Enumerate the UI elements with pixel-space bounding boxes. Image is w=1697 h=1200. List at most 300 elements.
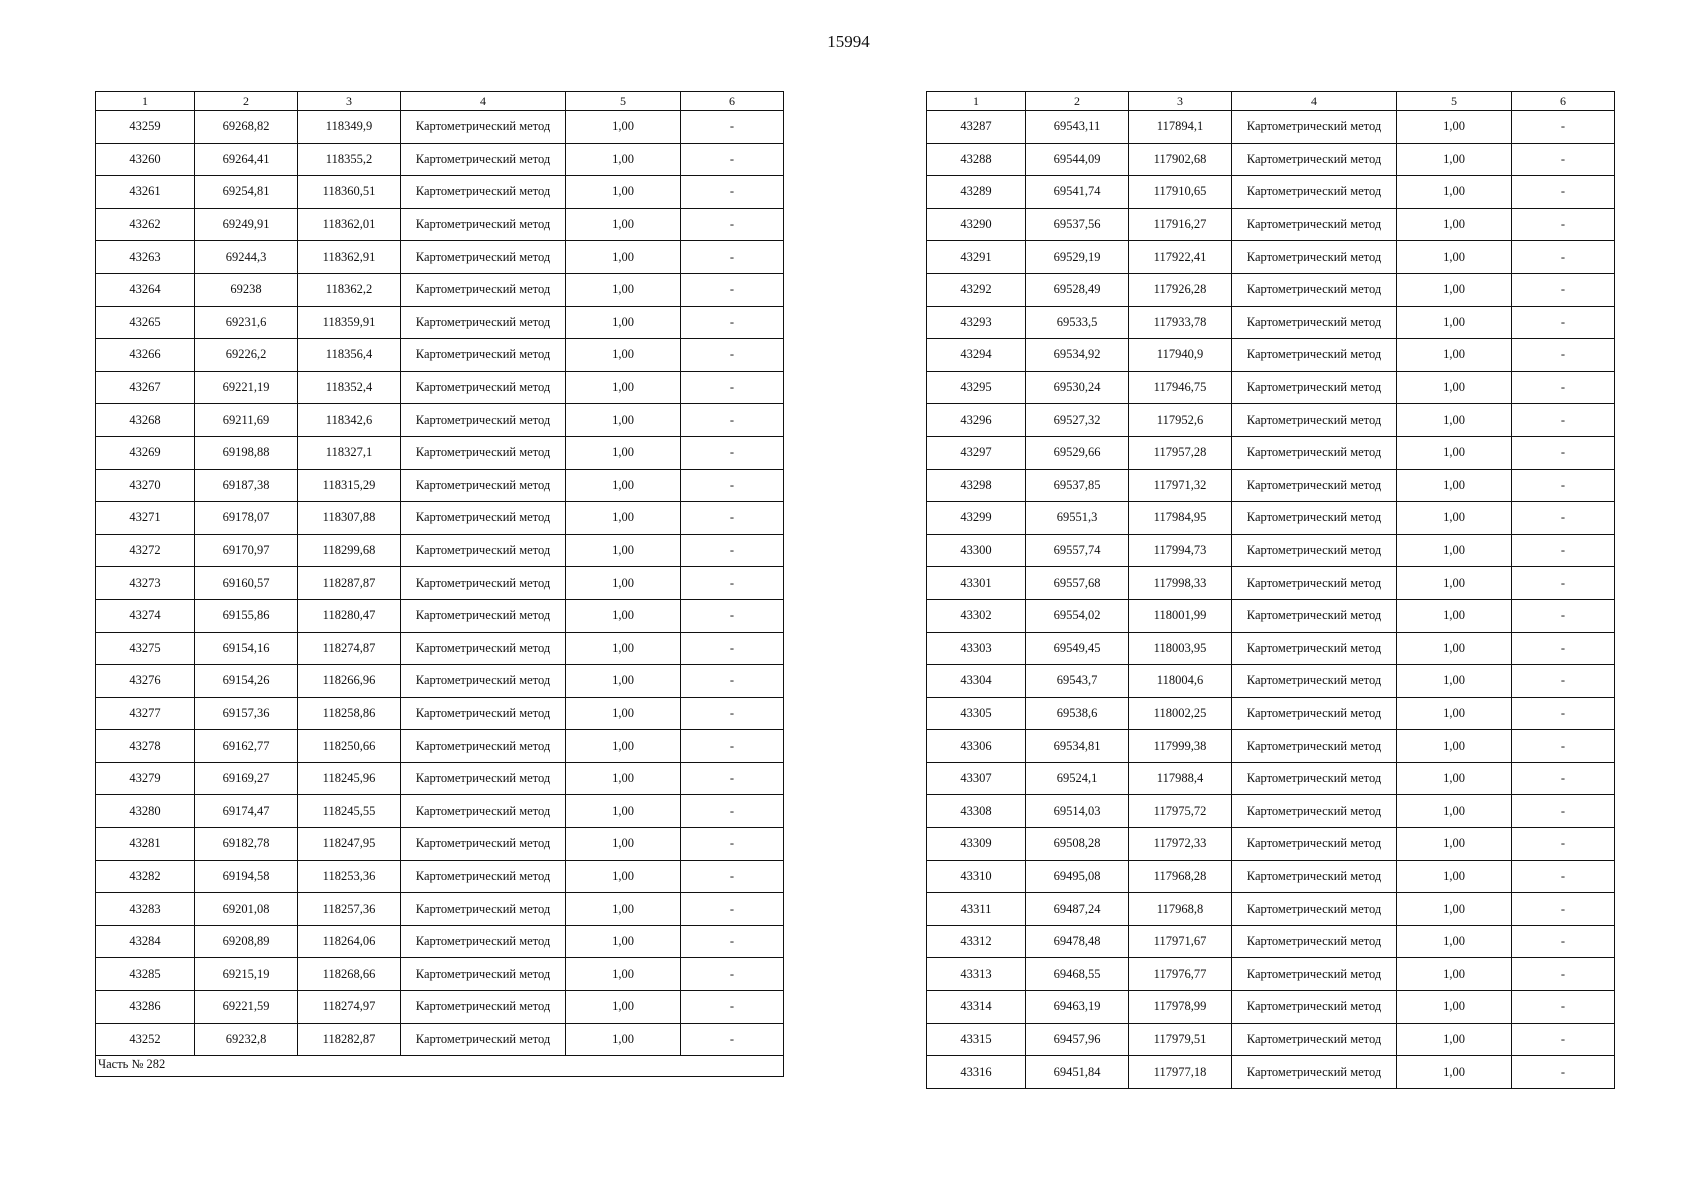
table-row (927, 241, 1615, 274)
point-number-cell: 43259 (96, 111, 195, 144)
description-cell: - (1512, 665, 1615, 698)
point-number-cell: 43308 (927, 795, 1026, 828)
method-cell: Картометрический метод (401, 111, 566, 144)
description-cell: - (681, 404, 784, 437)
accuracy-cell: 1,00 (566, 176, 681, 209)
accuracy-cell: 1,00 (566, 371, 681, 404)
method-cell: Картометрический метод (1232, 795, 1397, 828)
table-row (927, 893, 1615, 926)
method-cell: Картометрический метод (401, 143, 566, 176)
method-cell: Картометрический метод (401, 828, 566, 861)
description-cell: - (1512, 1023, 1615, 1056)
y-coordinate-cell: 117894,1 (1129, 111, 1232, 144)
point-number-cell: 43288 (927, 143, 1026, 176)
y-coordinate-cell: 117988,4 (1129, 762, 1232, 795)
accuracy-cell: 1,00 (1397, 697, 1512, 730)
x-coordinate-cell: 69537,85 (1026, 469, 1129, 502)
description-cell: - (1512, 632, 1615, 665)
point-number-cell: 43262 (96, 208, 195, 241)
method-cell: Картометрический метод (401, 436, 566, 469)
table-row (927, 632, 1615, 665)
description-cell: - (681, 925, 784, 958)
table-row (927, 404, 1615, 437)
table-row (927, 208, 1615, 241)
table-row (927, 469, 1615, 502)
description-cell: - (681, 599, 784, 632)
part-number-note: Часть № 282 (96, 1056, 784, 1077)
point-number-cell: 43272 (96, 534, 195, 567)
accuracy-cell: 1,00 (566, 828, 681, 861)
point-number-cell: 43265 (96, 306, 195, 339)
x-coordinate-cell: 69194,58 (195, 860, 298, 893)
y-coordinate-cell: 118362,01 (298, 208, 401, 241)
description-cell: - (681, 143, 784, 176)
method-cell: Картометрический метод (401, 534, 566, 567)
accuracy-cell: 1,00 (566, 404, 681, 437)
y-coordinate-cell: 118355,2 (298, 143, 401, 176)
method-cell: Картометрический метод (1232, 1056, 1397, 1089)
x-coordinate-cell: 69155,86 (195, 599, 298, 632)
description-cell: - (681, 991, 784, 1024)
method-cell: Картометрический метод (401, 306, 566, 339)
method-cell: Картометрический метод (1232, 371, 1397, 404)
point-number-cell: 43268 (96, 404, 195, 437)
x-coordinate-cell: 69178,07 (195, 502, 298, 535)
point-number-cell: 43302 (927, 599, 1026, 632)
x-coordinate-cell: 69528,49 (1026, 273, 1129, 306)
table-row (927, 339, 1615, 372)
point-number-cell: 43285 (96, 958, 195, 991)
description-cell: - (681, 111, 784, 144)
method-cell: Картометрический метод (1232, 208, 1397, 241)
y-coordinate-cell: 118247,95 (298, 828, 401, 861)
table-row (96, 958, 784, 991)
x-coordinate-cell: 69198,88 (195, 436, 298, 469)
point-number-cell: 43293 (927, 306, 1026, 339)
x-coordinate-cell: 69244,3 (195, 241, 298, 274)
method-cell: Картометрический метод (401, 339, 566, 372)
y-coordinate-cell: 117999,38 (1129, 730, 1232, 763)
accuracy-cell: 1,00 (566, 665, 681, 698)
table-row (927, 762, 1615, 795)
table-row (96, 241, 784, 274)
description-cell: - (1512, 208, 1615, 241)
y-coordinate-cell: 117975,72 (1129, 795, 1232, 828)
method-cell: Картометрический метод (401, 991, 566, 1024)
y-coordinate-cell: 118003,95 (1129, 632, 1232, 665)
x-coordinate-cell: 69478,48 (1026, 925, 1129, 958)
accuracy-cell: 1,00 (1397, 436, 1512, 469)
y-coordinate-cell: 117998,33 (1129, 567, 1232, 600)
x-coordinate-cell: 69529,66 (1026, 436, 1129, 469)
x-coordinate-cell: 69157,36 (195, 697, 298, 730)
point-number-cell: 43264 (96, 273, 195, 306)
y-coordinate-cell: 118362,91 (298, 241, 401, 274)
table-row (96, 176, 784, 209)
table-row (927, 502, 1615, 535)
accuracy-cell: 1,00 (566, 730, 681, 763)
description-cell: - (1512, 860, 1615, 893)
method-cell: Картометрический метод (1232, 339, 1397, 372)
y-coordinate-cell: 117977,18 (1129, 1056, 1232, 1089)
x-coordinate-cell: 69527,32 (1026, 404, 1129, 437)
point-number-cell: 43315 (927, 1023, 1026, 1056)
y-coordinate-cell: 118360,51 (298, 176, 401, 209)
method-cell: Картометрический метод (401, 1023, 566, 1056)
accuracy-cell: 1,00 (1397, 176, 1512, 209)
point-number-cell: 43284 (96, 925, 195, 958)
x-coordinate-cell: 69457,96 (1026, 1023, 1129, 1056)
accuracy-cell: 1,00 (566, 958, 681, 991)
table-row (927, 665, 1615, 698)
x-coordinate-cell: 69162,77 (195, 730, 298, 763)
y-coordinate-cell: 117994,73 (1129, 534, 1232, 567)
accuracy-cell: 1,00 (566, 795, 681, 828)
x-coordinate-cell: 69221,19 (195, 371, 298, 404)
point-number-cell: 43275 (96, 632, 195, 665)
accuracy-cell: 1,00 (1397, 111, 1512, 144)
table-row (96, 404, 784, 437)
accuracy-cell: 1,00 (566, 1023, 681, 1056)
accuracy-cell: 1,00 (566, 860, 681, 893)
accuracy-cell: 1,00 (1397, 404, 1512, 437)
table-header (96, 92, 784, 111)
page-number: 15994 (827, 32, 870, 51)
x-coordinate-cell: 69530,24 (1026, 371, 1129, 404)
description-cell: - (681, 795, 784, 828)
table-row (96, 502, 784, 535)
point-number-cell: 43281 (96, 828, 195, 861)
header-cell-4: 4 (401, 92, 566, 111)
header-cell-3: 3 (1129, 92, 1232, 111)
x-coordinate-cell: 69537,56 (1026, 208, 1129, 241)
y-coordinate-cell: 118349,9 (298, 111, 401, 144)
y-coordinate-cell: 118257,36 (298, 893, 401, 926)
y-coordinate-cell: 118299,68 (298, 534, 401, 567)
table-row (927, 828, 1615, 861)
point-number-cell: 43303 (927, 632, 1026, 665)
method-cell: Картометрический метод (401, 697, 566, 730)
table-row (927, 111, 1615, 144)
table-row (96, 925, 784, 958)
y-coordinate-cell: 118356,4 (298, 339, 401, 372)
y-coordinate-cell: 117972,33 (1129, 828, 1232, 861)
footer-row (96, 1056, 784, 1077)
header-cell-2: 2 (195, 92, 298, 111)
accuracy-cell: 1,00 (1397, 469, 1512, 502)
table-row (927, 860, 1615, 893)
table-row (96, 828, 784, 861)
y-coordinate-cell: 117968,28 (1129, 860, 1232, 893)
table-row (96, 665, 784, 698)
point-number-cell: 43295 (927, 371, 1026, 404)
accuracy-cell: 1,00 (1397, 273, 1512, 306)
method-cell: Картометрический метод (401, 208, 566, 241)
y-coordinate-cell: 117916,27 (1129, 208, 1232, 241)
table-row (96, 599, 784, 632)
accuracy-cell: 1,00 (1397, 632, 1512, 665)
method-cell: Картометрический метод (401, 665, 566, 698)
accuracy-cell: 1,00 (1397, 143, 1512, 176)
y-coordinate-cell: 118001,99 (1129, 599, 1232, 632)
method-cell: Картометрический метод (401, 958, 566, 991)
x-coordinate-cell: 69495,08 (1026, 860, 1129, 893)
accuracy-cell: 1,00 (1397, 371, 1512, 404)
point-number-cell: 43277 (96, 697, 195, 730)
method-cell: Картометрический метод (1232, 1023, 1397, 1056)
description-cell: - (1512, 371, 1615, 404)
accuracy-cell: 1,00 (1397, 567, 1512, 600)
x-coordinate-cell: 69232,8 (195, 1023, 298, 1056)
point-number-cell: 43314 (927, 991, 1026, 1024)
point-number-cell: 43287 (927, 111, 1026, 144)
method-cell: Картометрический метод (401, 893, 566, 926)
y-coordinate-cell: 117978,99 (1129, 991, 1232, 1024)
table-header (927, 92, 1615, 111)
accuracy-cell: 1,00 (566, 697, 681, 730)
point-number-cell: 43274 (96, 599, 195, 632)
table-row (96, 469, 784, 502)
description-cell: - (681, 860, 784, 893)
accuracy-cell: 1,00 (566, 599, 681, 632)
x-coordinate-cell: 69514,03 (1026, 795, 1129, 828)
accuracy-cell: 1,00 (1397, 762, 1512, 795)
description-cell: - (681, 730, 784, 763)
table-row (96, 534, 784, 567)
point-number-cell: 43271 (96, 502, 195, 535)
table-row (96, 306, 784, 339)
x-coordinate-cell: 69543,7 (1026, 665, 1129, 698)
description-cell: - (1512, 958, 1615, 991)
description-cell: - (681, 958, 784, 991)
table-row (96, 143, 784, 176)
method-cell: Картометрический метод (1232, 436, 1397, 469)
description-cell: - (1512, 241, 1615, 274)
x-coordinate-cell: 69538,6 (1026, 697, 1129, 730)
header-cell-6: 6 (1512, 92, 1615, 111)
description-cell: - (1512, 273, 1615, 306)
point-number-cell: 43289 (927, 176, 1026, 209)
method-cell: Картометрический метод (401, 795, 566, 828)
table-row (96, 697, 784, 730)
table-row (96, 273, 784, 306)
accuracy-cell: 1,00 (1397, 730, 1512, 763)
accuracy-cell: 1,00 (1397, 502, 1512, 535)
description-cell: - (1512, 893, 1615, 926)
point-number-cell: 43298 (927, 469, 1026, 502)
point-number-cell: 43312 (927, 925, 1026, 958)
y-coordinate-cell: 118280,47 (298, 599, 401, 632)
accuracy-cell: 1,00 (1397, 306, 1512, 339)
point-number-cell: 43300 (927, 534, 1026, 567)
point-number-cell: 43307 (927, 762, 1026, 795)
table-body (96, 111, 784, 1056)
table-row (96, 1023, 784, 1056)
table-row (96, 632, 784, 665)
method-cell: Картометрический метод (401, 925, 566, 958)
method-cell: Картометрический метод (401, 762, 566, 795)
accuracy-cell: 1,00 (1397, 241, 1512, 274)
accuracy-cell: 1,00 (1397, 893, 1512, 926)
point-number-cell: 43286 (96, 991, 195, 1024)
header-cell-1: 1 (927, 92, 1026, 111)
header-cell-6: 6 (681, 92, 784, 111)
table-row (927, 176, 1615, 209)
x-coordinate-cell: 69238 (195, 273, 298, 306)
method-cell: Картометрический метод (401, 176, 566, 209)
description-cell: - (1512, 306, 1615, 339)
method-cell: Картометрический метод (1232, 665, 1397, 698)
method-cell: Картометрический метод (1232, 502, 1397, 535)
table-row (96, 567, 784, 600)
accuracy-cell: 1,00 (1397, 925, 1512, 958)
table-row (927, 1056, 1615, 1089)
x-coordinate-cell: 69208,89 (195, 925, 298, 958)
table-row (96, 762, 784, 795)
method-cell: Картометрический метод (401, 404, 566, 437)
x-coordinate-cell: 69529,19 (1026, 241, 1129, 274)
y-coordinate-cell: 118268,66 (298, 958, 401, 991)
description-cell: - (681, 241, 784, 274)
table-row (96, 730, 784, 763)
description-cell: - (1512, 795, 1615, 828)
table-row (927, 697, 1615, 730)
header-cell-4: 4 (1232, 92, 1397, 111)
method-cell: Картометрический метод (1232, 893, 1397, 926)
x-coordinate-cell: 69487,24 (1026, 893, 1129, 926)
y-coordinate-cell: 118245,96 (298, 762, 401, 795)
method-cell: Картометрический метод (401, 371, 566, 404)
method-cell: Картометрический метод (1232, 534, 1397, 567)
point-number-cell: 43311 (927, 893, 1026, 926)
x-coordinate-cell: 69249,91 (195, 208, 298, 241)
description-cell: - (681, 828, 784, 861)
point-number-cell: 43306 (927, 730, 1026, 763)
description-cell: - (681, 469, 784, 502)
coordinates-table-right (926, 91, 1615, 1089)
description-cell: - (681, 893, 784, 926)
y-coordinate-cell: 118258,86 (298, 697, 401, 730)
table-row (96, 991, 784, 1024)
method-cell: Картометрический метод (1232, 469, 1397, 502)
point-number-cell: 43297 (927, 436, 1026, 469)
method-cell: Картометрический метод (1232, 143, 1397, 176)
method-cell: Картометрический метод (1232, 567, 1397, 600)
point-number-cell: 43261 (96, 176, 195, 209)
description-cell: - (681, 306, 784, 339)
y-coordinate-cell: 117979,51 (1129, 1023, 1232, 1056)
header-cell-2: 2 (1026, 92, 1129, 111)
accuracy-cell: 1,00 (566, 925, 681, 958)
x-coordinate-cell: 69160,57 (195, 567, 298, 600)
y-coordinate-cell: 118250,66 (298, 730, 401, 763)
accuracy-cell: 1,00 (566, 208, 681, 241)
accuracy-cell: 1,00 (566, 469, 681, 502)
point-number-cell: 43305 (927, 697, 1026, 730)
x-coordinate-cell: 69254,81 (195, 176, 298, 209)
x-coordinate-cell: 69463,19 (1026, 991, 1129, 1024)
y-coordinate-cell: 117922,41 (1129, 241, 1232, 274)
method-cell: Картометрический метод (401, 469, 566, 502)
x-coordinate-cell: 69554,02 (1026, 599, 1129, 632)
y-coordinate-cell: 118274,87 (298, 632, 401, 665)
description-cell: - (1512, 534, 1615, 567)
point-number-cell: 43252 (96, 1023, 195, 1056)
table-row (927, 795, 1615, 828)
accuracy-cell: 1,00 (566, 111, 681, 144)
point-number-cell: 43279 (96, 762, 195, 795)
x-coordinate-cell: 69508,28 (1026, 828, 1129, 861)
accuracy-cell: 1,00 (566, 306, 681, 339)
y-coordinate-cell: 118287,87 (298, 567, 401, 600)
y-coordinate-cell: 118315,29 (298, 469, 401, 502)
point-number-cell: 43309 (927, 828, 1026, 861)
y-coordinate-cell: 118253,36 (298, 860, 401, 893)
point-number-cell: 43269 (96, 436, 195, 469)
description-cell: - (681, 632, 784, 665)
method-cell: Картометрический метод (1232, 632, 1397, 665)
header-cell-1: 1 (96, 92, 195, 111)
table-row (927, 567, 1615, 600)
y-coordinate-cell: 118274,97 (298, 991, 401, 1024)
accuracy-cell: 1,00 (566, 991, 681, 1024)
point-number-cell: 43282 (96, 860, 195, 893)
point-number-cell: 43267 (96, 371, 195, 404)
table-row (927, 371, 1615, 404)
method-cell: Картометрический метод (401, 273, 566, 306)
accuracy-cell: 1,00 (1397, 599, 1512, 632)
method-cell: Картометрический метод (1232, 762, 1397, 795)
x-coordinate-cell: 69533,5 (1026, 306, 1129, 339)
point-number-cell: 43291 (927, 241, 1026, 274)
description-cell: - (1512, 1056, 1615, 1089)
y-coordinate-cell: 118352,4 (298, 371, 401, 404)
y-coordinate-cell: 117946,75 (1129, 371, 1232, 404)
y-coordinate-cell: 118266,96 (298, 665, 401, 698)
table-row (927, 306, 1615, 339)
accuracy-cell: 1,00 (566, 502, 681, 535)
description-cell: - (1512, 828, 1615, 861)
point-number-cell: 43316 (927, 1056, 1026, 1089)
point-number-cell: 43296 (927, 404, 1026, 437)
method-cell: Картометрический метод (401, 730, 566, 763)
y-coordinate-cell: 118342,6 (298, 404, 401, 437)
method-cell: Картометрический метод (1232, 306, 1397, 339)
x-coordinate-cell: 69169,27 (195, 762, 298, 795)
y-coordinate-cell: 118307,88 (298, 502, 401, 535)
point-number-cell: 43280 (96, 795, 195, 828)
x-coordinate-cell: 69231,6 (195, 306, 298, 339)
y-coordinate-cell: 118359,91 (298, 306, 401, 339)
description-cell: - (681, 208, 784, 241)
table-body (927, 111, 1615, 1089)
x-coordinate-cell: 69264,41 (195, 143, 298, 176)
y-coordinate-cell: 117984,95 (1129, 502, 1232, 535)
description-cell: - (681, 534, 784, 567)
method-cell: Картометрический метод (401, 860, 566, 893)
method-cell: Картометрический метод (1232, 730, 1397, 763)
method-cell: Картометрический метод (1232, 925, 1397, 958)
description-cell: - (1512, 502, 1615, 535)
point-number-cell: 43278 (96, 730, 195, 763)
method-cell: Картометрический метод (1232, 176, 1397, 209)
y-coordinate-cell: 118004,6 (1129, 665, 1232, 698)
method-cell: Картометрический метод (1232, 860, 1397, 893)
table-row (927, 534, 1615, 567)
point-number-cell: 43292 (927, 273, 1026, 306)
x-coordinate-cell: 69182,78 (195, 828, 298, 861)
description-cell: - (681, 502, 784, 535)
